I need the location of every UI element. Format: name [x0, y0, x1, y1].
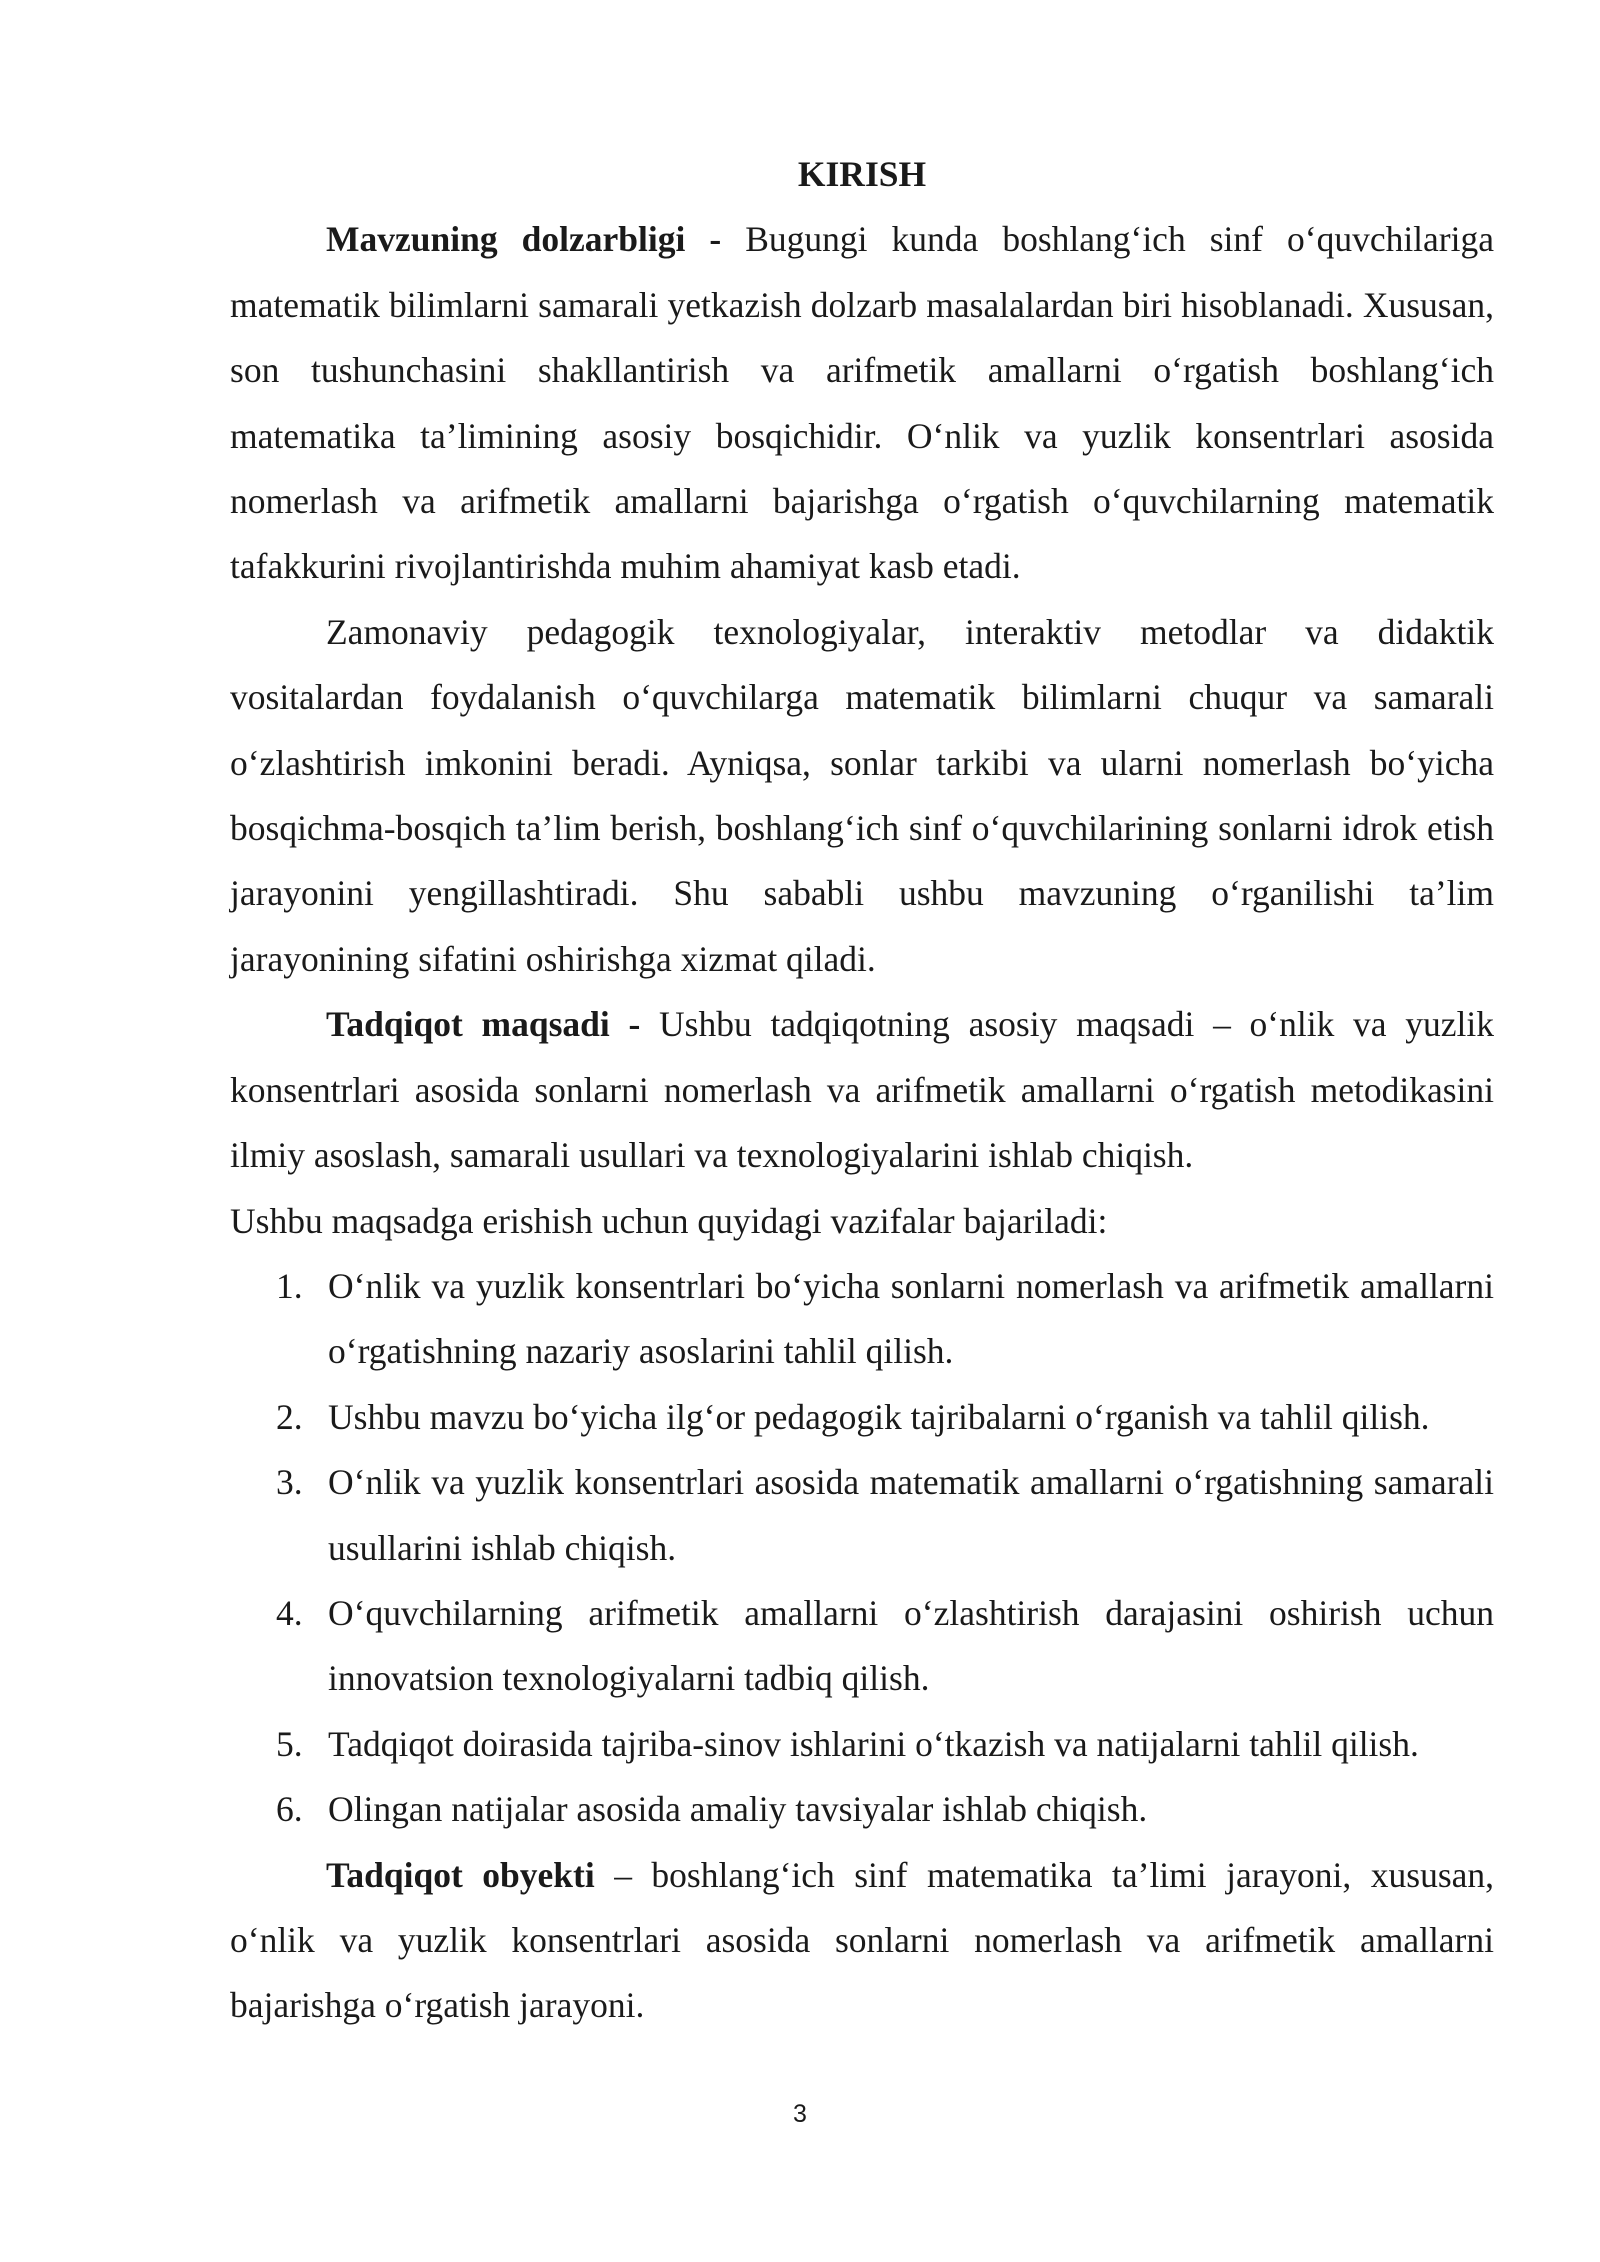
list-item-number: 6.: [276, 1789, 303, 1830]
task-list: [230, 1254, 1494, 1843]
obyekt-heading: Tadqiqot obyekti: [326, 1854, 595, 1895]
list-item-text: Olingan natijalar asosida amaliy tavsiyalar ishlab chiqish.: [328, 1789, 1148, 1830]
list-item-text: O‘nlik va yuzlik konsentrlari asosida matematik amallarni o‘rgatishning samarali usullarini ishlab chiqish.: [328, 1462, 1494, 1568]
maqsad-separator: -: [609, 1004, 660, 1045]
page-title: KIRISH: [797, 154, 927, 194]
list-item: [230, 1581, 1494, 1712]
obyekt-paragraph: [230, 1843, 1494, 2039]
maqsad-heading: Tadqiqot maqsadi: [326, 1004, 610, 1045]
dolzarblik-text: Bugungi kunda boshlang‘ich sinf o‘quvchilariga matematik bilimlarni samarali yetkazish dolzarb masalalardan biri hisoblanadi. Xususan, son tushunchasini shakllantirish va arifmetik amallarni o‘rgatish boshlang‘ich matematika ta’limining asosiy bosqichidir. O‘nlik va yuzlik konsentrlari asosida nomerlash va arifmetik amallarni bajarishga o‘rgatish o‘quvchilarning matematik tafakkurini rivojlantirishda muhim ahamiyat kasb etadi.: [230, 219, 1494, 587]
list-item-number: 4.: [276, 1592, 303, 1633]
zamonaviy-text: Zamonaviy pedagogik texnologiyalar, interaktiv metodlar va didaktik vositalardan foydalanish o‘quvchilarga matematik bilimlarni chuqur va samarali o‘zlashtirish imkonini beradi. Ayniqsa, sonlar tarkibi va ularni nomerlash bo‘yicha bosqichma-bosqich ta’lim berish, boshlang‘ich sinf o‘quvchilarining sonlarni idrok etish jarayonini yengillashtiradi. Shu sababli ushbu mavzuning o‘rganilishi ta’lim jarayonining sifatini oshirishga xizmat qiladi.: [230, 611, 1494, 979]
list-item-number: 2.: [276, 1396, 303, 1437]
list-item: [230, 1385, 1494, 1450]
list-item-text: O‘nlik va yuzlik konsentrlari bo‘yicha sonlarni nomerlash va arifmetik amallarni o‘rgatishning nazariy asoslarini tahlil qilish.: [328, 1265, 1494, 1372]
list-item: [230, 1712, 1494, 1777]
page-number: 3: [793, 2100, 807, 2128]
list-item-text: Tadqiqot doirasida tajriba-sinov ishlarini o‘tkazish va natijalarni tahlil qilish.: [328, 1723, 1419, 1764]
obyekt-text: boshlang‘ich sinf matematika ta’limi jarayoni, xususan, o‘nlik va yuzlik konsentrlari asosida sonlarni nomerlash va arifmetik amallarni bajarishga o‘rgatish jarayoni.: [230, 1854, 1495, 2026]
list-item-number: 3.: [276, 1462, 303, 1503]
dolzarblik-heading: Mavzuning dolzarbligi: [326, 219, 686, 260]
dolzarblik-paragraph: [230, 207, 1494, 599]
list-item: [230, 1777, 1494, 1842]
list-item: [230, 1254, 1494, 1385]
document-page: [230, 142, 1494, 2039]
maqsad-text: Ushbu tadqiqotning asosiy maqsadi – o‘nlik va yuzlik konsentrlari asosida sonlarni nomerlash va arifmetik amallarni o‘rgatish metodikasini ilmiy asoslash, samarali usullari va texnologiyalarini ishlab chiqish.: [230, 1004, 1494, 1176]
vazifalar-intro: Ushbu maqsadga erishish uchun quyidagi vazifalar bajariladi:: [230, 1200, 1108, 1241]
list-item-number: 1.: [276, 1265, 303, 1306]
list-item-number: 5.: [276, 1723, 303, 1764]
dolzarblik-separator: -: [685, 219, 746, 260]
list-item: [230, 1450, 1494, 1581]
zamonaviy-paragraph: [230, 600, 1494, 992]
maqsad-paragraph: [230, 992, 1494, 1188]
list-item-text: O‘quvchilarning arifmetik amallarni o‘zlashtirish darajasini oshirish uchun innovatsion texnologiyalarni tadbiq qilish.: [328, 1592, 1494, 1699]
list-item-text: Ushbu mavzu bo‘yicha ilg‘or pedagogik tajribalarni o‘rganish va tahlil qilish.: [328, 1396, 1430, 1437]
obyekt-separator: –: [594, 1854, 652, 1895]
